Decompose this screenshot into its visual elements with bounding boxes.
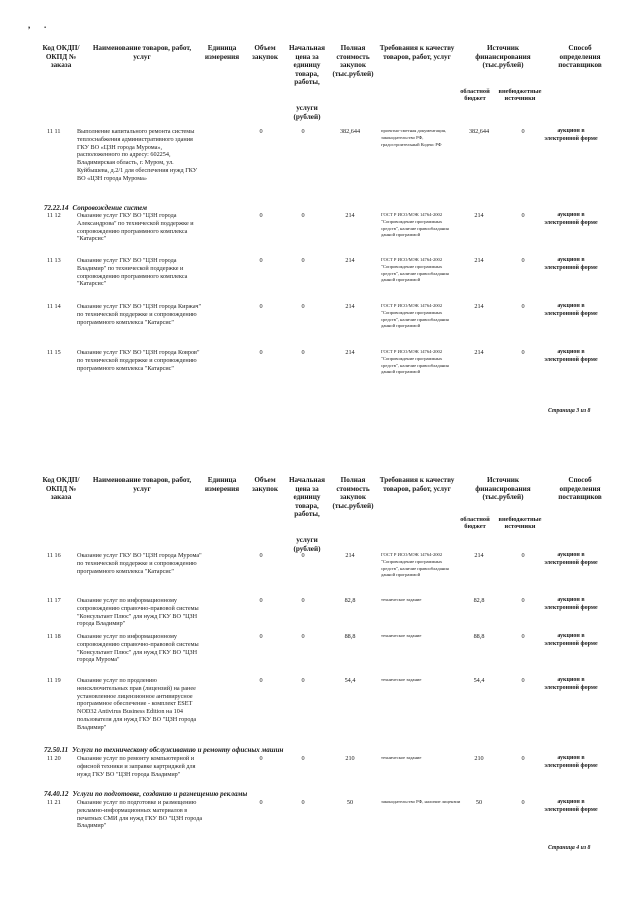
- row-cost: 214: [345, 349, 355, 356]
- row-regional: 210: [474, 755, 484, 762]
- header-volume: Объем закупок: [252, 476, 278, 493]
- row-regional: 214: [474, 303, 484, 310]
- row-volume: 0: [259, 597, 263, 604]
- row-extra: 0: [521, 128, 525, 135]
- row-number: 11 13: [47, 257, 61, 264]
- header-requirements: Требования к качеству товаров, работ, услуг: [379, 44, 455, 61]
- row-start-price: 0: [301, 597, 305, 604]
- row-name: Оказание услуг по продлению неисключительных прав (лицензий) на ранее установленное лицензионное антивирусное программное обеспечение - комплект ESET NOD32 Antivirus Business Edition на 104 пользователя для нужд ГКУ ВО "ЦЗН города Владимир": [77, 677, 197, 731]
- row-start-price: 0: [301, 303, 305, 310]
- row-method: аукцион в электронной форме: [544, 755, 598, 769]
- row-number: 11 21: [47, 799, 61, 806]
- row-volume: 0: [259, 799, 263, 806]
- row-regional: 214: [474, 212, 484, 219]
- row-requirements: техническое задание: [381, 633, 422, 638]
- row-method: аукцион в электронной форме: [544, 552, 598, 566]
- row-name: Оказание услуг ГКУ ВО "ЦЗН города Мурома" по технической поддержке и сопровождению программного комплекса "Катарсис": [77, 552, 202, 575]
- row-requirements: ГОСТ Р ИСО/МЭК 14764-2002 "Сопровождение программных средств", наличие правообладания данной программой: [381, 552, 449, 578]
- header-full-cost: Полная стоимость закупок (тыс.рублей): [332, 476, 374, 510]
- scan-mark: ,: [28, 20, 31, 30]
- row-method: аукцион в электронной форме: [544, 633, 598, 647]
- row-regional: 50: [475, 799, 483, 806]
- header-volume: Объем закупок: [252, 44, 278, 61]
- row-number: 11 18: [47, 633, 61, 640]
- row-start-price: 0: [301, 128, 305, 135]
- row-number: 11 15: [47, 349, 61, 356]
- row-cost: 214: [345, 212, 355, 219]
- row-requirements: техническое задание: [381, 677, 422, 682]
- row-method: аукцион в электронной форме: [544, 597, 598, 611]
- row-name: Оказание услуг по ремонту компьютерной и офисной техники и заправке картриджей для нужд ГКУ ВО "ЦЗН города Владимир": [77, 755, 196, 778]
- header-start-price: Начальная цена за единицу товара, работы,: [288, 476, 326, 519]
- row-name: Оказание услуг ГКУ ВО "ЦЗН города Ковров" по технической поддержке и сопровождению программного комплекса "Катарсис": [77, 349, 200, 372]
- row-method: аукцион в электронной форме: [544, 257, 598, 271]
- row-method: аукцион в электронной форме: [544, 349, 598, 363]
- header-extra-budget: внебюджетные источники: [498, 88, 542, 103]
- header-source: Источник финансирования (тыс.рублей): [475, 476, 531, 502]
- row-requirements: ГОСТ Р ИСО/МЭК 14764-2002 "Сопровождение программных средств", наличие правообладания данной программой: [381, 303, 449, 329]
- row-cost: 82,8: [344, 597, 356, 604]
- group-heading: [44, 746, 283, 754]
- group-title: Сопровождение систем: [72, 204, 148, 212]
- row-method: аукцион в электронной форме: [544, 303, 598, 317]
- header-code: Код ОКДП/ ОКПД № заказа: [42, 44, 80, 70]
- row-number: 11 16: [47, 552, 61, 559]
- row-volume: 0: [259, 677, 263, 684]
- header-regional: областной бюджет: [460, 88, 490, 103]
- page-footer: Страница 3 из 8: [548, 408, 591, 414]
- row-cost: 382,644: [339, 128, 361, 135]
- row-name: Оказание услуг ГКУ ВО "ЦЗН города Киржач" по технической поддержке и сопровождению программного комплекса "Катарсис": [77, 303, 201, 326]
- row-regional: 214: [474, 349, 484, 356]
- row-number: 11 19: [47, 677, 61, 684]
- header-start-price: Начальная цена за единицу товара, работы,: [288, 44, 326, 87]
- row-volume: 0: [259, 349, 263, 356]
- group-code: 74.40.12: [44, 790, 69, 798]
- row-extra: 0: [521, 552, 525, 559]
- row-cost: 214: [345, 257, 355, 264]
- row-name: Оказание услуг по информационному сопровождению справочно-правовой системы "Консультант Плюс" для нужд ГКУ ВО "ЦЗН города Мурома": [77, 633, 199, 664]
- group-heading: [44, 790, 247, 798]
- row-extra: 0: [521, 212, 525, 219]
- group-title: Услуги по подготовке, созданию и размещению рекламы: [72, 790, 248, 798]
- group-code: 72.22.14: [44, 204, 69, 212]
- row-extra: 0: [521, 257, 525, 264]
- row-name: Оказание услуг по подготовке и размещению рекламно-информационных материалов в печатных СМИ для нужд ГКУ ВО "ЦЗН города Владимир": [77, 799, 203, 830]
- row-volume: 0: [259, 552, 263, 559]
- row-method: аукцион в электронной форме: [544, 799, 598, 813]
- row-requirements: техническое задание: [381, 597, 422, 602]
- header-extra-budget: внебюджетные источники: [498, 516, 542, 531]
- row-volume: 0: [259, 303, 263, 310]
- row-extra: 0: [521, 597, 525, 604]
- row-method: аукцион в электронной форме: [544, 677, 598, 691]
- row-extra: 0: [521, 755, 525, 762]
- group-code: 72.50.11: [44, 746, 69, 754]
- row-regional: 54,4: [473, 677, 485, 684]
- row-cost: 214: [345, 552, 355, 559]
- row-requirements: ГОСТ Р ИСО/МЭК 14764-2002 "Сопровождение программных средств", наличие правообладания данной программой: [381, 257, 449, 283]
- row-name: Оказание услуг ГКУ ВО "ЦЗН города Александрова" по технической поддержке и сопровождению программного комплекса "Катарсис": [77, 212, 194, 243]
- row-name: Выполнение капитального ремонта системы теплоснабжения административного здания ГКУ ВО «ЦЗН города Мурома», расположенного по адресу: 602254, Владимирская область, г. Муром, ул. Куйбышева, д.2/1 для обеспечения нужд ГКУ ВО «ЦЗН города Мурома»: [77, 128, 198, 182]
- row-cost: 214: [345, 303, 355, 310]
- row-regional: 214: [474, 552, 484, 559]
- row-cost: 88,8: [344, 633, 356, 640]
- row-start-price: 0: [301, 755, 305, 762]
- row-volume: 0: [259, 128, 263, 135]
- header-unit: Единица измерения: [204, 44, 240, 61]
- row-name: Оказание услуг по информационному сопровождению справочно-правовой системы "Консультант Плюс" для нужд ГКУ ВО "ЦЗН города Владимир": [77, 597, 199, 628]
- header-start-price-services: услуги (рублей): [293, 536, 321, 553]
- row-start-price: 0: [301, 257, 305, 264]
- row-method: аукцион в электронной форме: [544, 212, 598, 226]
- row-requirements: ГОСТ Р ИСО/МЭК 14764-2002 "Сопровождение программных средств", наличие правообладания данной программой: [381, 349, 449, 375]
- row-number: 11 20: [47, 755, 61, 762]
- row-start-price: 0: [301, 799, 305, 806]
- row-extra: 0: [521, 303, 525, 310]
- page-footer: Страница 4 из 8: [548, 845, 591, 851]
- row-number: 11 11: [47, 128, 61, 135]
- row-start-price: 0: [301, 552, 305, 559]
- header-name: Наименование товаров, работ, услуг: [92, 476, 192, 493]
- row-start-price: 0: [301, 677, 305, 684]
- row-number: 11 17: [47, 597, 61, 604]
- header-regional: областной бюджет: [460, 516, 490, 531]
- row-extra: 0: [521, 677, 525, 684]
- row-volume: 0: [259, 755, 263, 762]
- row-cost: 210: [345, 755, 355, 762]
- header-requirements: Требования к качеству товаров, работ, услуг: [379, 476, 455, 493]
- row-start-price: 0: [301, 349, 305, 356]
- row-start-price: 0: [301, 212, 305, 219]
- row-regional: 88,8: [473, 633, 485, 640]
- row-number: 11 14: [47, 303, 61, 310]
- header-start-price-services: услуги (рублей): [293, 104, 321, 121]
- header-method: Способ определения поставщиков: [558, 44, 602, 70]
- row-extra: 0: [521, 633, 525, 640]
- row-requirements: законодательство РФ, наличие лицензии: [381, 799, 461, 804]
- row-method: аукцион в электронной форме: [544, 128, 598, 142]
- row-requirements: проектно-сметная документация, законодательство РФ, градостроительный Кодекс РФ: [381, 128, 447, 147]
- row-volume: 0: [259, 212, 263, 219]
- row-volume: 0: [259, 633, 263, 640]
- scan-mark: .: [44, 20, 47, 30]
- group-title: Услуги по техническому обслуживанию и ремонту офисных машин: [72, 746, 284, 754]
- row-extra: 0: [521, 799, 525, 806]
- row-start-price: 0: [301, 633, 305, 640]
- row-cost: 54,4: [344, 677, 356, 684]
- row-number: 11 12: [47, 212, 61, 219]
- row-requirements: ГОСТ Р ИСО/МЭК 14764-2002 "Сопровождение программных средств", наличие правообладания данной программой: [381, 212, 449, 238]
- header-full-cost: Полная стоимость закупок (тыс.рублей): [332, 44, 374, 78]
- row-regional: 82,8: [473, 597, 485, 604]
- header-name: Наименование товаров, работ, услуг: [92, 44, 192, 61]
- row-requirements: техническое задание: [381, 755, 422, 760]
- header-code: Код ОКДП/ ОКПД № заказа: [42, 476, 80, 502]
- group-heading: [44, 204, 147, 212]
- row-regional: 214: [474, 257, 484, 264]
- header-unit: Единица измерения: [204, 476, 240, 493]
- row-name: Оказание услуг ГКУ ВО "ЦЗН города Владимир" по технической поддержке и сопровождению программного комплекса "Катарсис": [77, 257, 188, 288]
- row-volume: 0: [259, 257, 263, 264]
- header-method: Способ определения поставщиков: [558, 476, 602, 502]
- row-regional: 382,644: [468, 128, 490, 135]
- row-extra: 0: [521, 349, 525, 356]
- header-source: Источник финансирования (тыс.рублей): [475, 44, 531, 70]
- row-cost: 50: [346, 799, 354, 806]
